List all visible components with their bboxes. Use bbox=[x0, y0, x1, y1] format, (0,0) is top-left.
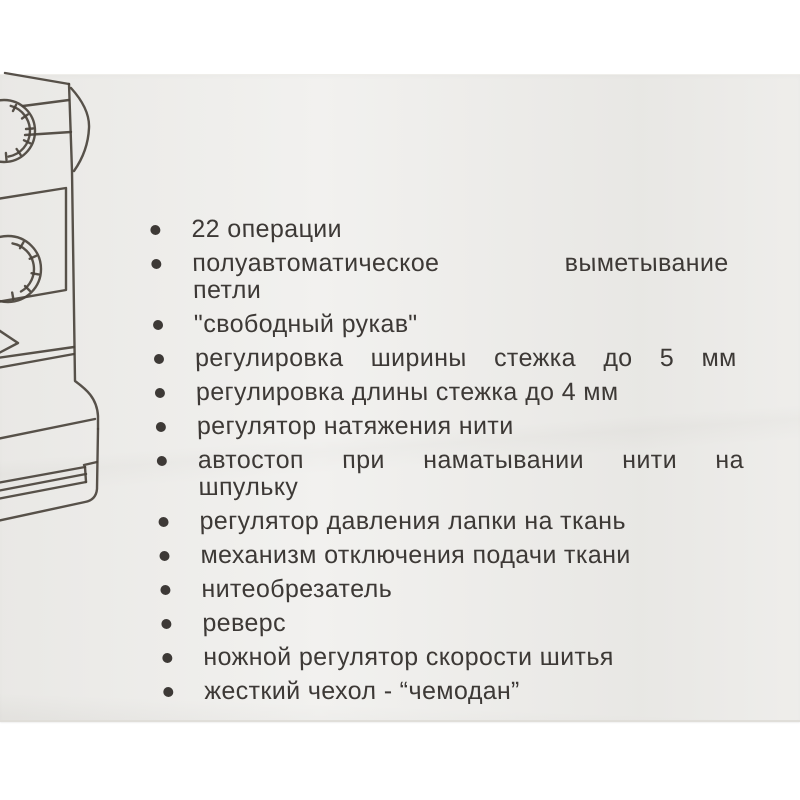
feature-text: механизм отключения подачи ткани bbox=[200, 541, 632, 569]
list-item bbox=[156, 413, 757, 440]
machine-base bbox=[0, 419, 98, 521]
feature-text: полуавтоматическое выметывание петли bbox=[191, 249, 729, 304]
feature-list bbox=[150, 216, 764, 712]
bullet-icon bbox=[155, 388, 165, 398]
feature-text: реверс bbox=[201, 609, 287, 637]
feature-text: нитеобрезатель bbox=[201, 575, 393, 603]
bullet-icon bbox=[156, 422, 166, 432]
handwheel-icon bbox=[71, 88, 89, 171]
bullet-icon bbox=[150, 225, 160, 235]
bullet-icon bbox=[162, 653, 172, 663]
bullet-icon bbox=[163, 687, 173, 697]
list-item bbox=[154, 345, 755, 372]
feature-text: регулировка ширины стежка до 5 мм bbox=[194, 344, 738, 372]
bullet-icon bbox=[151, 259, 161, 269]
bullet-icon bbox=[157, 456, 167, 466]
feature-text: 22 операции bbox=[190, 215, 343, 243]
machine-bed bbox=[0, 347, 74, 368]
list-item bbox=[150, 216, 751, 243]
bullet-icon bbox=[160, 585, 170, 595]
thread-lever-icon bbox=[0, 329, 18, 354]
bullet-icon bbox=[161, 619, 171, 629]
bullet-icon bbox=[159, 551, 169, 561]
lower-dial-icon bbox=[0, 236, 41, 302]
bullet-icon bbox=[154, 354, 164, 364]
feature-text: "свободный рукав" bbox=[193, 310, 419, 338]
list-item bbox=[161, 610, 762, 637]
list-item bbox=[160, 576, 761, 603]
list-item bbox=[153, 311, 754, 338]
feature-text: автостоп при наматывании нити на шпульку bbox=[197, 446, 745, 501]
packaging-box-face bbox=[0, 74, 800, 722]
bullet-icon bbox=[158, 517, 168, 527]
upper-dial-icon bbox=[0, 100, 35, 162]
list-item bbox=[163, 678, 764, 705]
front-panel bbox=[0, 188, 66, 302]
list-item bbox=[155, 379, 756, 406]
list-item bbox=[156, 447, 758, 501]
list-item bbox=[151, 250, 753, 304]
feature-text: ножной регулятор скорости шитья bbox=[202, 643, 615, 671]
feature-text: регулировка длины стежка до 4 мм bbox=[195, 378, 619, 406]
list-item bbox=[162, 644, 763, 671]
list-item bbox=[159, 542, 760, 569]
base-stripes bbox=[0, 467, 86, 499]
machine-arm bbox=[5, 73, 98, 429]
feature-text: регулятор давления лапки на ткань bbox=[199, 507, 627, 535]
sewing-machine-illustration bbox=[0, 71, 105, 526]
feature-text: регулятор натяжения нити bbox=[196, 412, 515, 440]
bullet-icon bbox=[153, 320, 163, 330]
list-item bbox=[158, 508, 759, 535]
feature-text: жесткий чехол - “чемодан” bbox=[203, 677, 521, 705]
